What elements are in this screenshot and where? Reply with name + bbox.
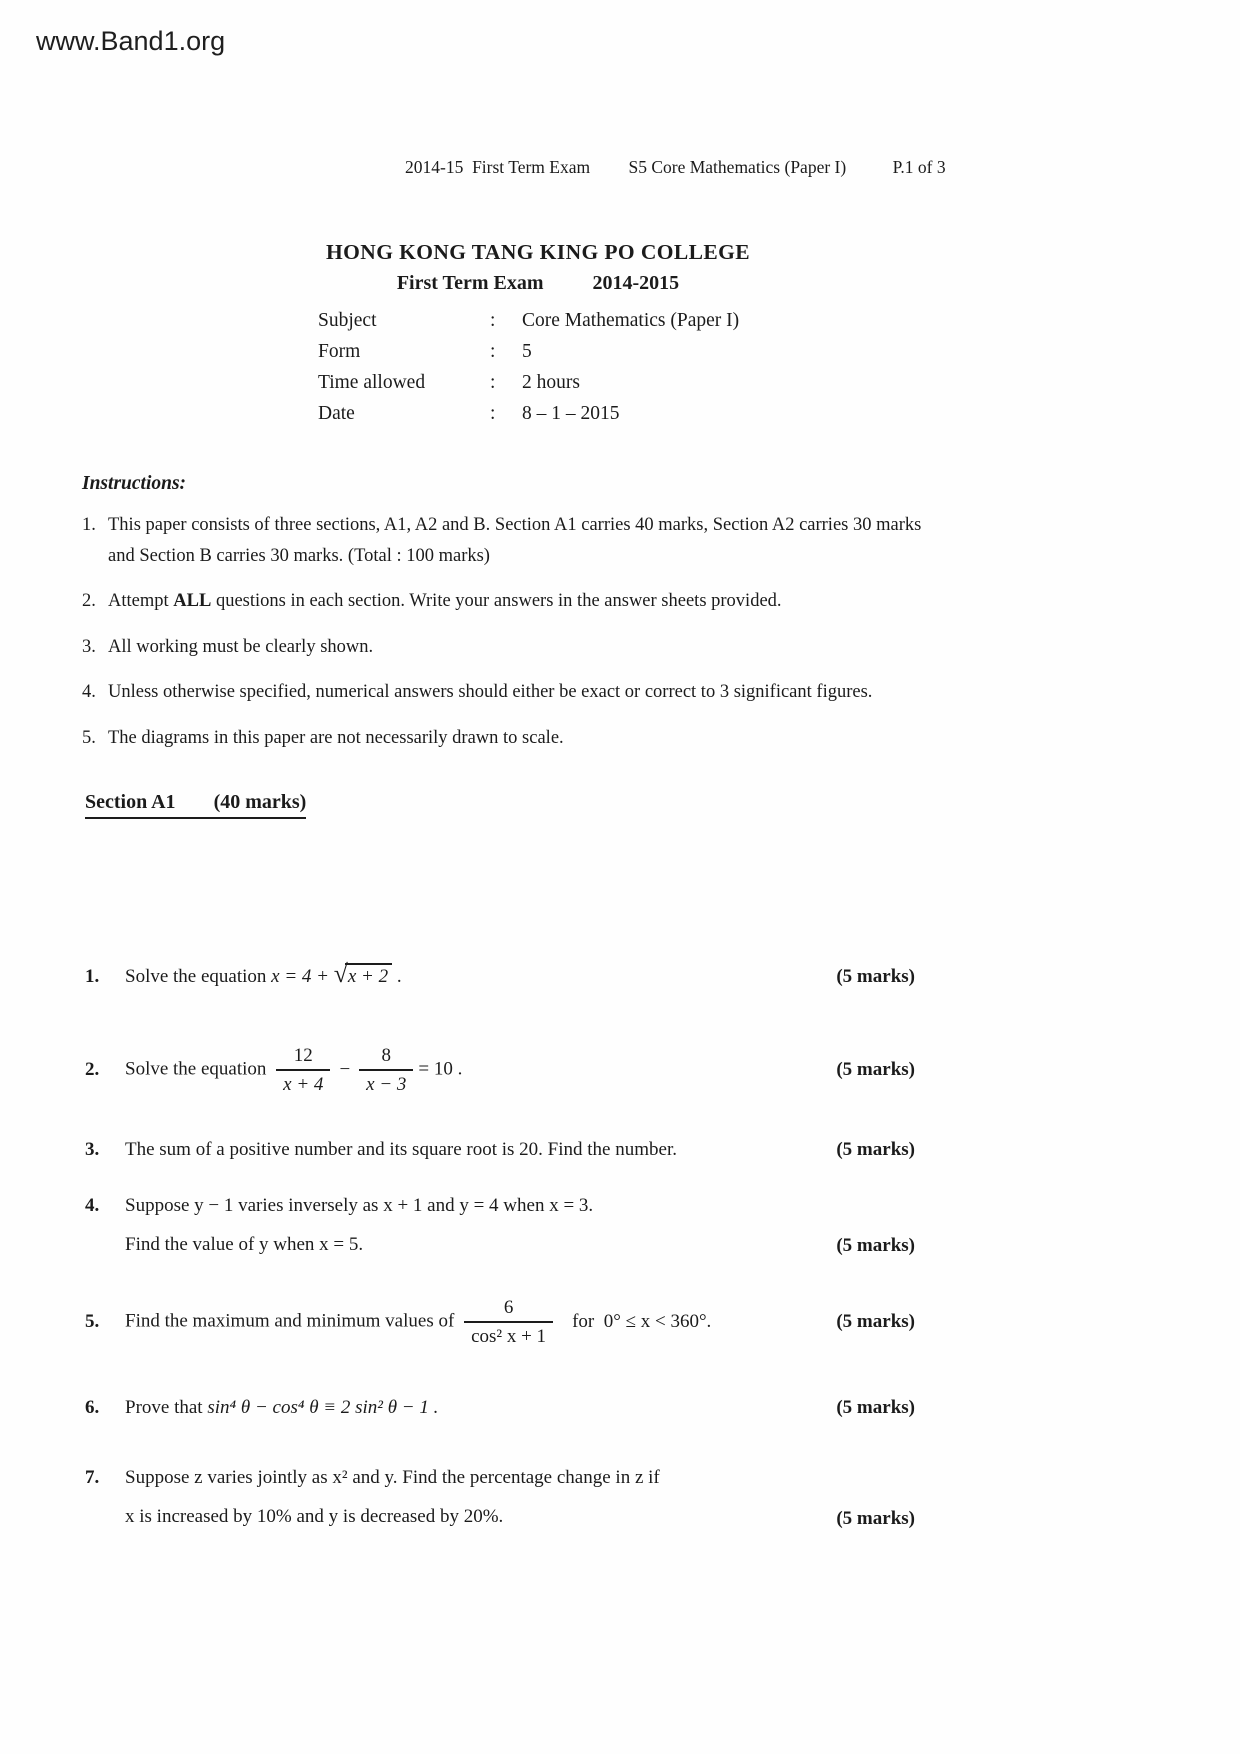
question-1 — [85, 961, 915, 988]
fraction-denominator: x + 4 — [276, 1069, 330, 1097]
question-marks: (5 marks) — [836, 1396, 915, 1418]
meta-value: 2 hours — [522, 372, 580, 393]
meta-label: Time allowed — [318, 372, 426, 393]
question-marks: (5 marks) — [836, 1507, 915, 1529]
instruction-line: questions in each section. Write your answers in the answer sheets provided. — [211, 591, 782, 612]
meta-colon: : — [490, 372, 496, 393]
instruction-number: 4. — [82, 682, 96, 703]
instruction-line: Attempt — [108, 591, 174, 612]
question-line: Suppose y − 1 varies inversely as x + 1 and y = 4 when x = 3. — [125, 1194, 594, 1216]
question-condition: for 0° ≤ x < 360°. — [572, 1311, 712, 1333]
question-line: Find the value of y when x = 5. — [125, 1233, 364, 1255]
question-text-part: . — [392, 966, 402, 988]
exam-meta-table — [318, 305, 1240, 429]
sqrt-radicand: x + 2 — [345, 963, 392, 987]
question-text — [125, 1044, 462, 1097]
meta-row-date — [318, 398, 1240, 429]
meta-colon: : — [490, 403, 496, 424]
question-text-part: Solve the equation — [125, 966, 272, 988]
question-text: The sum of a positive number and its square root is 20. Find the number. — [125, 1138, 677, 1160]
question-text — [125, 1296, 711, 1349]
question-7 — [85, 1459, 915, 1537]
meta-colon: : — [490, 310, 496, 331]
question-marks: (5 marks) — [836, 1235, 915, 1257]
instruction-text: All working must be clearly shown. — [108, 636, 374, 657]
instruction-line: This paper consists of three sections, A1, A2 and B. Section A1 carries 40 marks, Section A2 carries 30 marks — [108, 515, 922, 535]
meta-row-subject — [318, 305, 1240, 336]
question-line: Suppose z varies jointly as x² and y. Find the percentage change in z if — [125, 1466, 660, 1488]
instruction-number: 1. — [82, 515, 96, 535]
equation-rhs: = 10 . — [418, 1058, 463, 1080]
minus-operator: − — [339, 1058, 351, 1080]
question-number: 4. — [85, 1194, 100, 1216]
question-text-part: Prove that — [125, 1396, 208, 1418]
instruction-line: and Section B carries 30 marks. (Total : 100 marks) — [108, 545, 490, 566]
question-marks: (5 marks) — [836, 1058, 915, 1080]
section-marks: (40 marks) — [213, 791, 307, 814]
question-number: 5. — [85, 1311, 100, 1333]
question-number: 7. — [85, 1466, 100, 1488]
instruction-number: 3. — [82, 636, 96, 657]
running-header-subject: S5 Core Mathematics (Paper I) — [628, 157, 847, 177]
instruction-number: 2. — [82, 591, 96, 612]
instruction-number: 5. — [82, 727, 96, 748]
running-header-exam: 2014-15 First Term Exam — [405, 157, 591, 177]
instruction-item-3 — [82, 632, 1012, 663]
fraction — [276, 1044, 330, 1097]
meta-value: 5 — [522, 341, 532, 362]
meta-value: Core Mathematics (Paper I) — [522, 310, 740, 331]
question-text — [125, 1459, 660, 1537]
instruction-text — [108, 586, 1012, 617]
question-line: x is increased by 10% and y is decreased by 20%. — [125, 1505, 504, 1527]
question-number: 6. — [85, 1396, 100, 1418]
fraction-denominator: cos² x + 1 — [464, 1321, 553, 1349]
question-marks: (5 marks) — [836, 966, 915, 988]
fraction-numerator: 8 — [381, 1045, 392, 1067]
section-name: Section A1 — [85, 791, 176, 814]
question-2 — [85, 1044, 915, 1097]
question-number: 1. — [85, 966, 100, 988]
sqrt-symbol: √ — [333, 959, 348, 989]
question-text-part: Find the maximum and minimum values of — [125, 1311, 460, 1333]
running-header-page-number: P.1 of 3 — [892, 157, 946, 177]
title-block — [0, 240, 1076, 295]
question-text-part: Solve the equation — [125, 1058, 272, 1080]
question-text — [125, 1397, 438, 1419]
question-number: 3. — [85, 1138, 100, 1160]
fraction-numerator: 12 — [293, 1045, 313, 1067]
meta-label: Subject — [318, 310, 377, 331]
fraction — [464, 1296, 553, 1349]
question-marks: (5 marks) — [836, 1138, 915, 1160]
meta-row-time-allowed — [318, 367, 1240, 398]
instruction-text — [108, 510, 1012, 571]
exam-year: 2014-2015 — [592, 272, 680, 294]
question-text — [125, 1187, 593, 1265]
meta-colon: : — [490, 341, 496, 362]
meta-label: Form — [318, 341, 361, 362]
question-3 — [85, 1139, 915, 1161]
identity-formula: sin⁴ θ − cos⁴ θ ≡ 2 sin² θ − 1 . — [207, 1396, 439, 1418]
section-a1-heading — [85, 791, 1240, 819]
instruction-item-1 — [82, 510, 1012, 571]
question-number: 2. — [85, 1058, 100, 1080]
running-header — [0, 157, 1240, 178]
question-5 — [85, 1296, 915, 1349]
question-marks: (5 marks) — [836, 1311, 915, 1333]
meta-row-form — [318, 336, 1240, 367]
meta-value: 8 – 1 – 2015 — [522, 403, 620, 424]
instruction-item-5 — [82, 723, 1012, 754]
instruction-text: Unless otherwise specified, numerical answers should either be exact or correct to 3 significant figures. — [108, 682, 873, 703]
instruction-item-4 — [82, 677, 1012, 708]
exam-title: First Term Exam — [396, 272, 544, 294]
question-4 — [85, 1187, 915, 1265]
fraction-numerator: 6 — [503, 1297, 514, 1319]
instructions-section — [82, 473, 1012, 753]
fraction — [359, 1044, 413, 1097]
instruction-text: The diagrams in this paper are not necessarily drawn to scale. — [108, 727, 564, 748]
instructions-heading: Instructions: — [82, 473, 187, 494]
school-name: HONG KONG TANG KING PO COLLEGE — [326, 240, 750, 264]
watermark-text: www.Band1.org — [36, 26, 226, 56]
equation-lhs: x = 4 + — [271, 966, 334, 988]
question-text — [125, 961, 402, 988]
question-6 — [85, 1397, 915, 1419]
instruction-emphasis: ALL — [173, 591, 212, 612]
meta-label: Date — [318, 403, 355, 424]
exam-title-line — [0, 272, 1076, 295]
fraction-denominator: x − 3 — [359, 1069, 413, 1097]
instruction-item-2 — [82, 586, 1012, 617]
